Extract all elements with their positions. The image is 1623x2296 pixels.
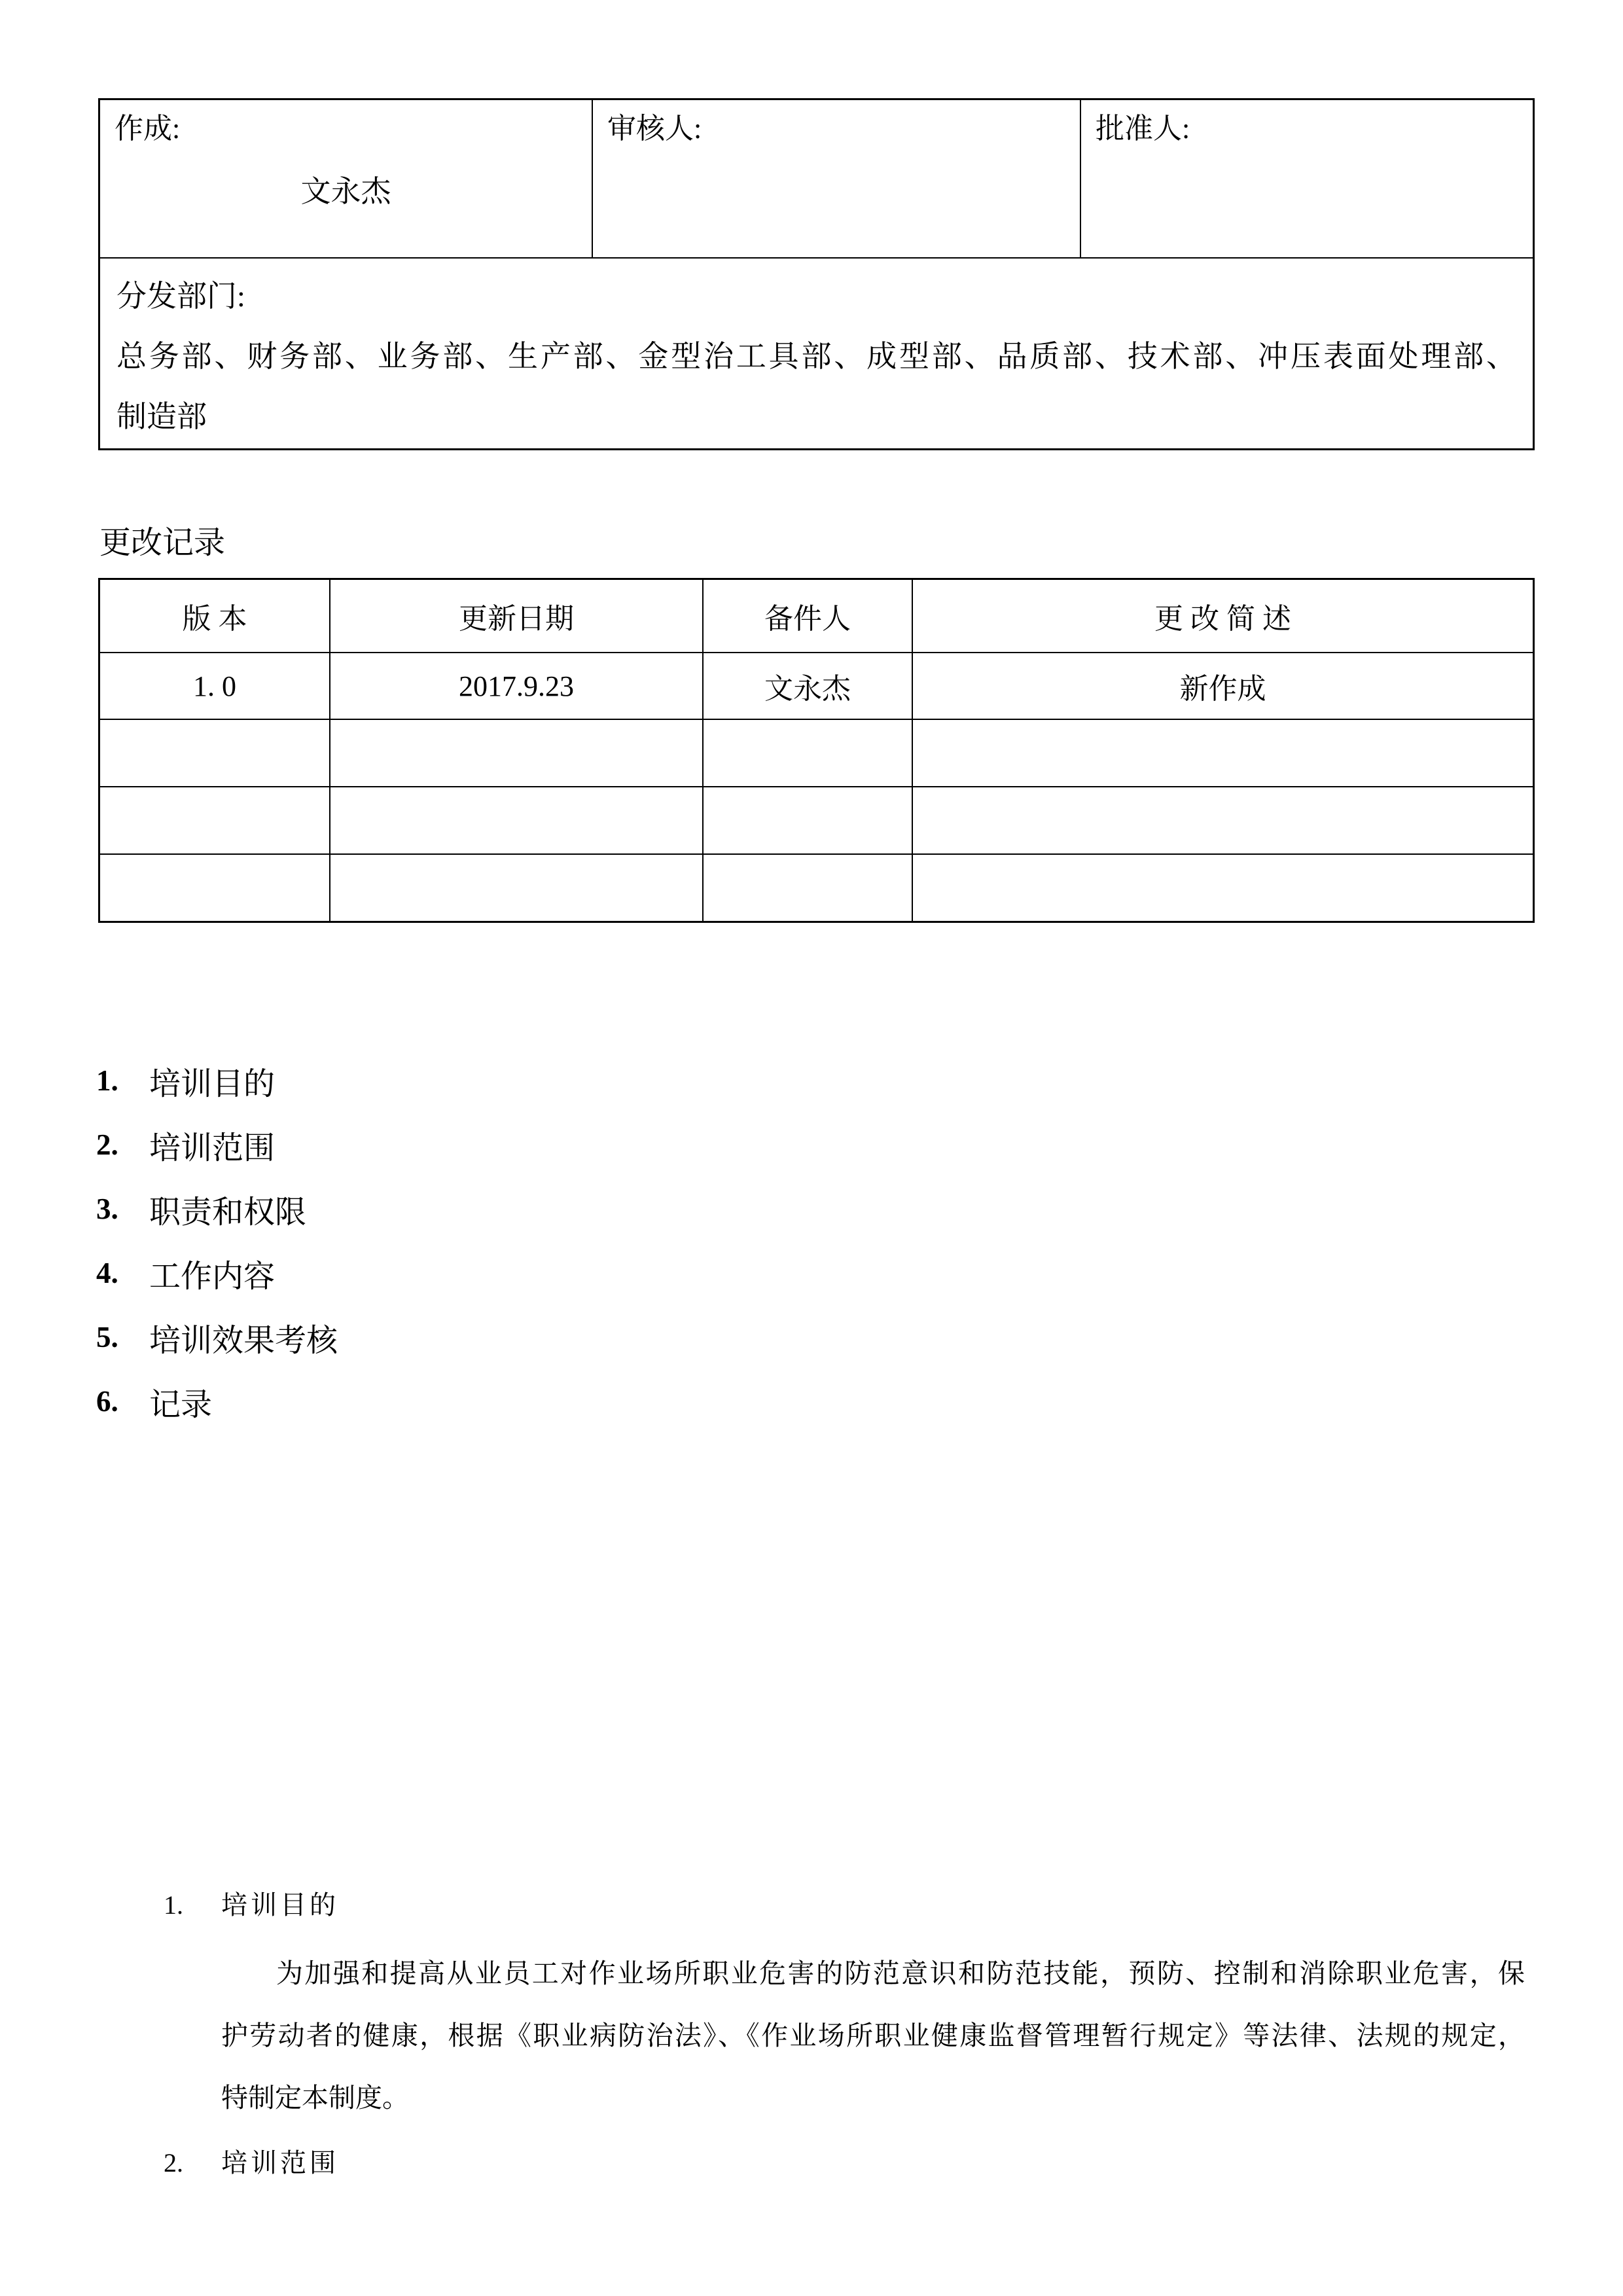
cell-version [100, 855, 329, 921]
cell-date [329, 787, 702, 853]
toc-item-label: 记录 [149, 1387, 213, 1422]
toc-item-label: 培训目的 [149, 1066, 276, 1102]
change-log-table [98, 578, 1535, 923]
paragraph-line: 特制定本制度。 [221, 2083, 409, 2113]
cell-summary: 新作成 [912, 653, 1533, 719]
column-header-summary: 更 改 简 述 [912, 580, 1533, 652]
cell-person: 文永杰 [702, 653, 912, 719]
list-item [96, 1049, 882, 1113]
distribution-departments-line1: 总务部、财务部、业务部、生产部、金型治工具部、成型部、品质部、技术部、冲压表面处理部、 [116, 340, 1516, 373]
cell-date [329, 720, 702, 786]
toc-item-number: 6. [96, 1385, 118, 1418]
paragraph-line: 护劳动者的健康，根据《职业病防治法》、《作业场所职业健康监督管理暂行规定》等法律、法规的规定， [221, 2020, 1525, 2051]
toc-item-label: 培训效果考核 [149, 1323, 338, 1358]
list-item [96, 1305, 882, 1369]
column-header-person: 备件人 [702, 580, 912, 652]
approver-label: 批准人: [1096, 113, 1190, 145]
cell-person [702, 720, 912, 786]
change-log-heading: 更改记录 [99, 526, 226, 560]
toc-item-number: 5. [96, 1321, 118, 1354]
toc-item-number: 3. [96, 1193, 118, 1225]
list-item [96, 1369, 882, 1433]
reviewer-label: 审核人: [607, 113, 702, 145]
reviewer-cell [592, 100, 1080, 257]
approval-table [98, 98, 1535, 450]
paragraph-line: 为加强和提高从业员工对作业场所职业危害的防范意识和防范技能，预防、控制和消除职业危害，保 [276, 1958, 1525, 1988]
cell-person [702, 787, 912, 853]
list-item [96, 1177, 882, 1241]
section-title: 培训范围 [221, 2148, 339, 2178]
creator-cell [100, 100, 592, 257]
table-row [100, 652, 1533, 719]
column-header-date: 更新日期 [329, 580, 702, 652]
toc-item-label: 培训范围 [149, 1130, 276, 1166]
section-number: 1. [164, 1890, 183, 1920]
toc-item-label: 工作内容 [149, 1259, 276, 1294]
change-log-header-row [100, 580, 1533, 652]
creator-name: 文永杰 [300, 175, 391, 208]
cell-version [100, 787, 329, 853]
toc-item-number: 2. [96, 1128, 118, 1161]
creator-label: 作成: [115, 113, 181, 145]
column-header-version: 版 本 [182, 603, 247, 635]
section-1-paragraph [221, 1943, 1525, 2129]
section-1-heading [164, 1889, 339, 1922]
toc-list [96, 1049, 882, 1433]
section-title: 培训目的 [221, 1890, 339, 1920]
cell-version: 1. 0 [193, 670, 236, 702]
table-row [100, 719, 1533, 786]
table-row [100, 853, 1533, 921]
toc-item-number: 4. [96, 1257, 118, 1289]
list-item [96, 1241, 882, 1305]
cell-date [329, 855, 702, 921]
cell-summary [912, 787, 1533, 853]
section-2-heading [164, 2147, 339, 2179]
cell-person [702, 855, 912, 921]
distribution-departments-line2: 制造部 [116, 400, 207, 433]
cell-summary [912, 720, 1533, 786]
section-number: 2. [164, 2148, 183, 2178]
list-item [96, 1113, 882, 1177]
distribution-cell [100, 257, 1533, 448]
cell-version [100, 720, 329, 786]
cell-date: 2017.9.23 [329, 653, 702, 719]
toc-item-label: 职责和权限 [149, 1194, 307, 1230]
distribution-label: 分发部门: [116, 279, 245, 313]
toc-item-number: 1. [96, 1064, 118, 1097]
approver-cell [1080, 100, 1533, 257]
table-row [100, 786, 1533, 853]
cell-summary [912, 855, 1533, 921]
approval-header-row [100, 100, 1533, 257]
